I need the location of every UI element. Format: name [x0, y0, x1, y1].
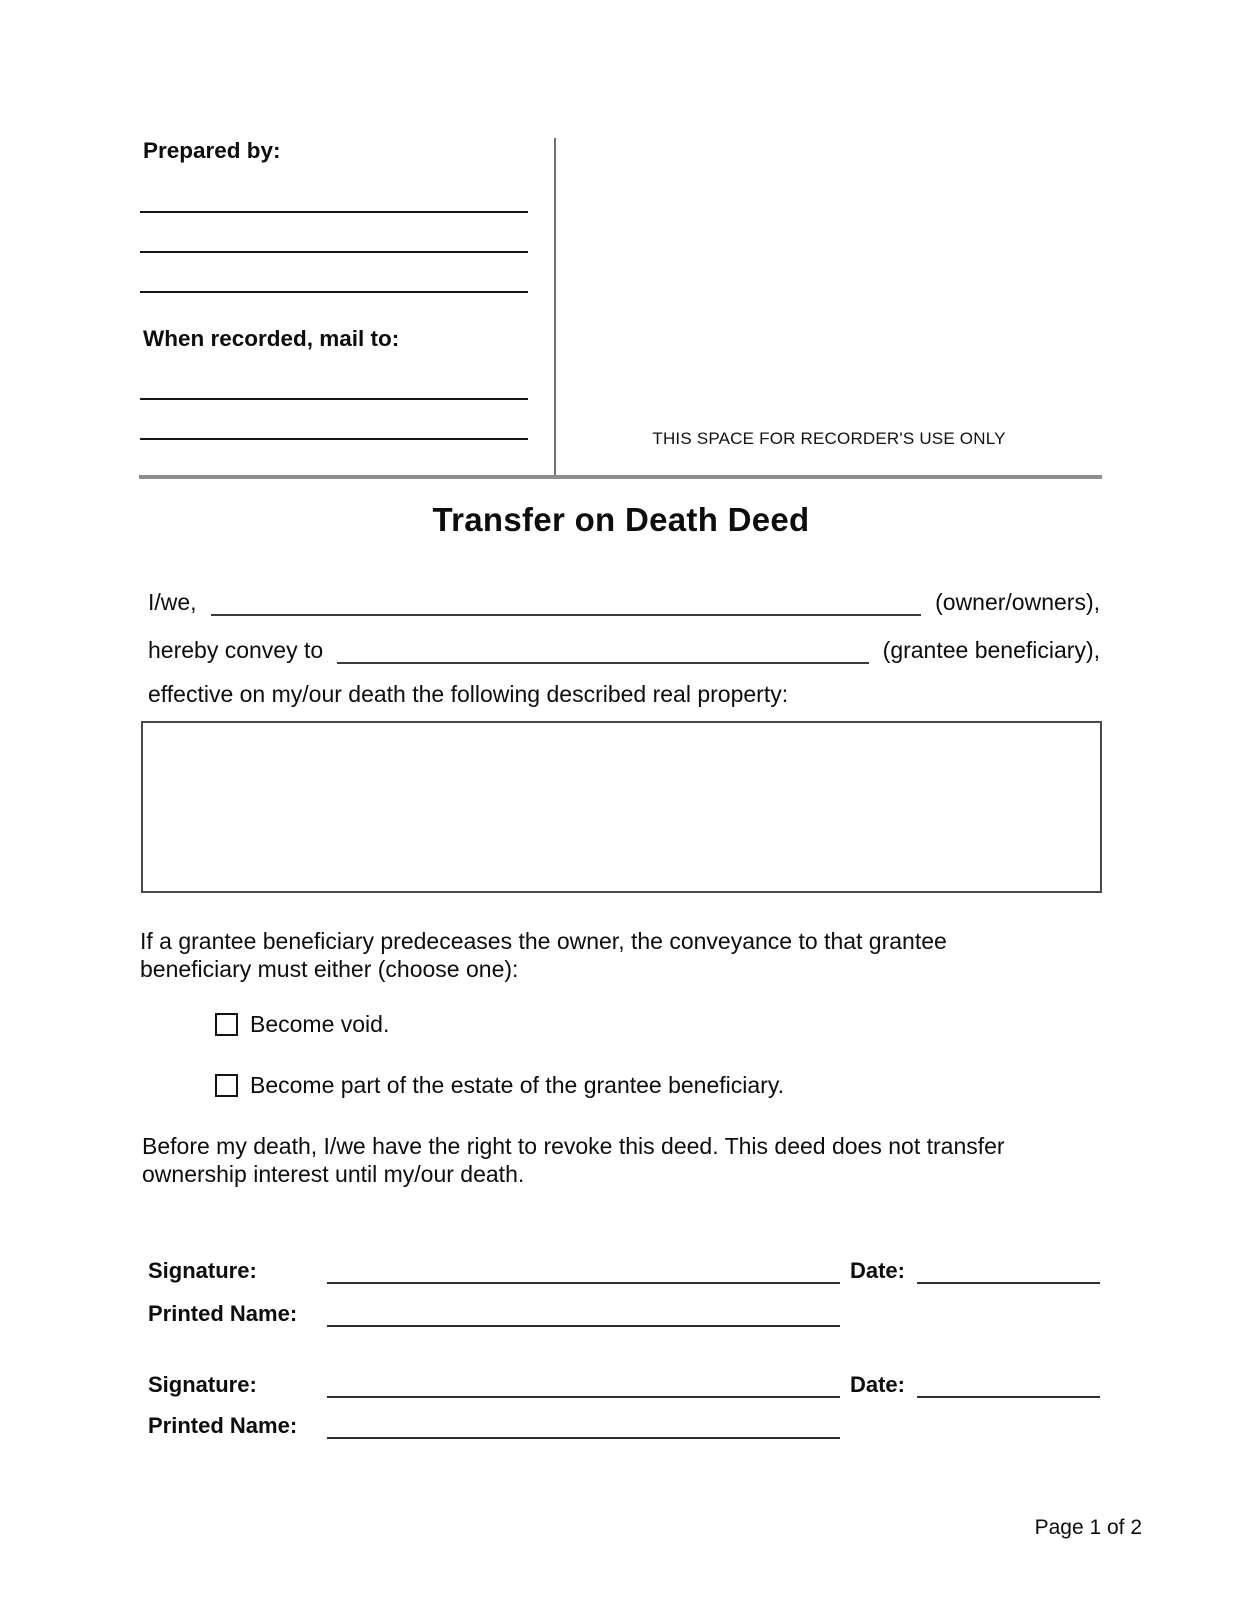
- signature-row-1: [148, 1254, 1100, 1284]
- printed-name-label: Printed Name:: [148, 1301, 298, 1326]
- page-title: Transfer on Death Deed: [432, 501, 810, 538]
- signature-label: Signature:: [148, 1372, 257, 1397]
- printed-name-line-field[interactable]: [327, 1297, 840, 1327]
- recorder-use-notice: THIS SPACE FOR RECORDER'S USE ONLY: [652, 429, 1006, 448]
- option-become-void: [215, 1011, 389, 1038]
- grantee-name-field[interactable]: [337, 632, 868, 664]
- property-description-box[interactable]: [141, 721, 1102, 893]
- printed-name-row-1: [148, 1297, 1100, 1327]
- mail-to-label: When recorded, mail to:: [143, 326, 400, 351]
- page-number: Page 1 of 2: [1034, 1516, 1142, 1539]
- revocation-clause-line: ownership interest until my/our death.: [142, 1161, 525, 1187]
- become-void-checkbox[interactable]: [215, 1013, 238, 1036]
- prepared-by-line[interactable]: [140, 211, 528, 213]
- printed-name-line-field[interactable]: [327, 1409, 840, 1439]
- printed-name-row-2: [148, 1409, 1100, 1439]
- signature-label: Signature:: [148, 1258, 257, 1283]
- predecease-intro-line: beneficiary must either (choose one):: [140, 956, 519, 982]
- revocation-clause-line: Before my death, I/we have the right to revoke this deed. This deed does not transfer: [142, 1133, 1005, 1159]
- owner-intro-label: I/we,: [148, 589, 197, 615]
- header-bottom-rule: [139, 475, 1102, 479]
- owner-row: [148, 584, 1100, 616]
- mail-to-line[interactable]: [140, 398, 528, 400]
- become-estate-checkbox[interactable]: [215, 1074, 238, 1097]
- become-estate-label: Become part of the estate of the grantee beneficiary.: [250, 1072, 785, 1098]
- date-line-field[interactable]: [917, 1254, 1100, 1284]
- revocation-clause: [142, 1132, 1005, 1188]
- prepared-by-line[interactable]: [140, 291, 528, 293]
- prepared-by-label: Prepared by:: [143, 138, 281, 163]
- date-label: Date:: [849, 1258, 905, 1283]
- owner-suffix-label: (owner/owners),: [935, 589, 1100, 615]
- become-void-label: Become void.: [250, 1011, 390, 1037]
- grantee-suffix-label: (grantee beneficiary),: [882, 637, 1100, 663]
- prepared-by-line[interactable]: [140, 251, 528, 253]
- signature-row-2: [148, 1368, 1100, 1398]
- predecease-intro-line: If a grantee beneficiary predeceases the owner, the conveyance to that grantee: [140, 928, 947, 954]
- printed-name-label: Printed Name:: [148, 1413, 298, 1438]
- predecease-intro: [140, 927, 947, 983]
- date-line-field[interactable]: [917, 1368, 1100, 1398]
- grantee-intro-label: hereby convey to: [148, 637, 324, 663]
- grantee-row: [148, 632, 1100, 664]
- effective-clause: effective on my/our death the following described real property:: [148, 681, 789, 707]
- date-label: Date:: [849, 1372, 905, 1397]
- owner-name-field[interactable]: [211, 584, 922, 616]
- mail-to-line[interactable]: [140, 438, 528, 440]
- signature-line-field[interactable]: [327, 1254, 840, 1284]
- signature-line-field[interactable]: [327, 1368, 840, 1398]
- recorder-section-divider: [554, 138, 556, 478]
- option-become-estate: [215, 1072, 784, 1099]
